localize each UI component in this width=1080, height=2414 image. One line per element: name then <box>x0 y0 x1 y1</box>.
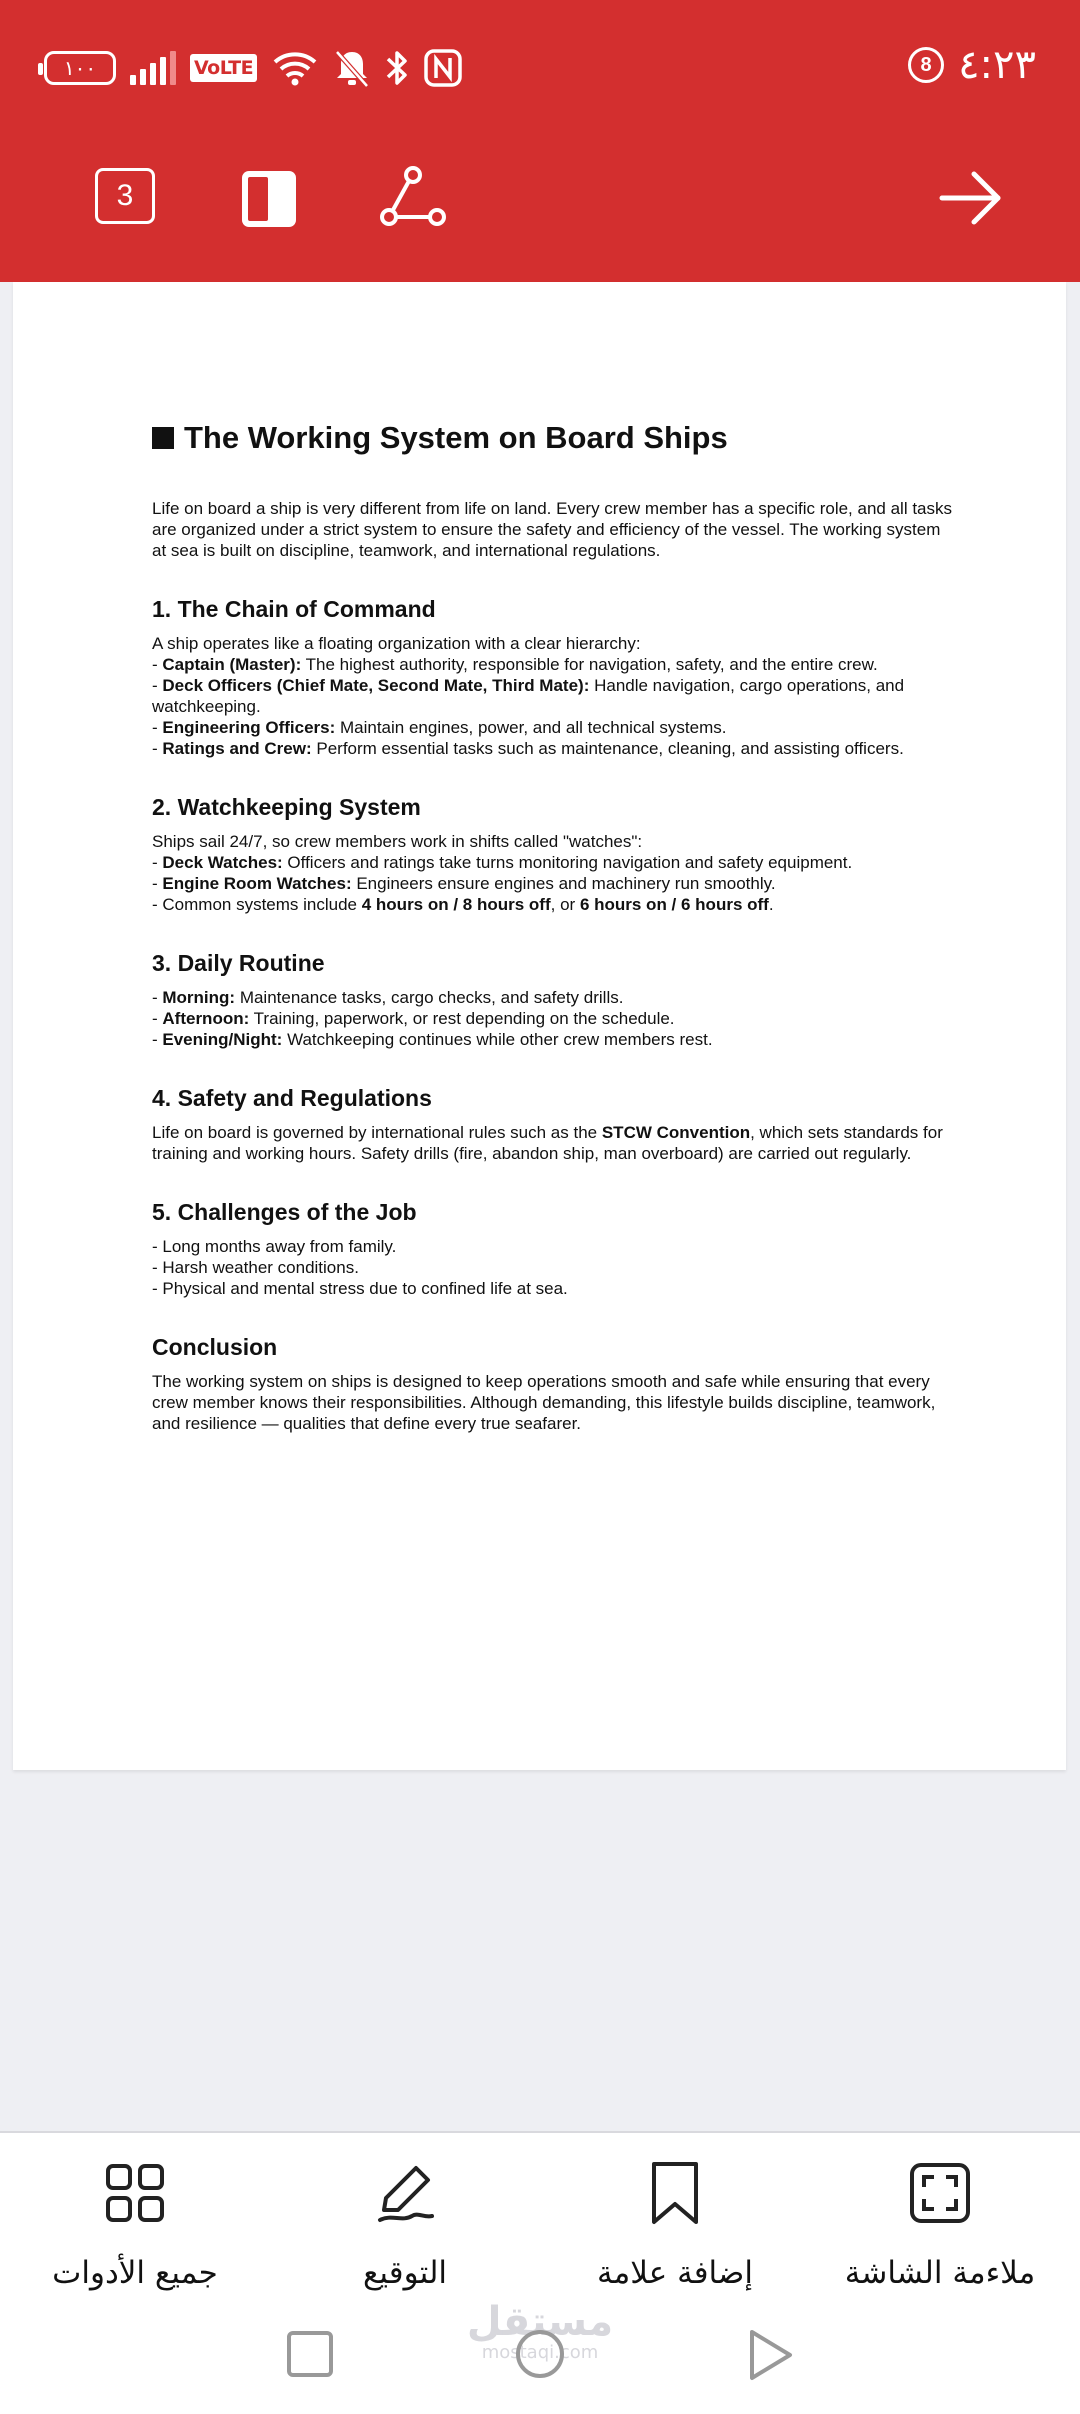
section-line: - Evening/Night: Watchkeeping continues while other crew members rest. <box>152 1030 713 1049</box>
recents-button[interactable] <box>286 2330 334 2383</box>
document-title-text: The Working System on Board Ships <box>184 420 728 455</box>
section-line: - Captain (Master): The highest authority, responsible for navigation, safety, and the entire crew. <box>152 655 878 674</box>
watermark-arabic: مستقل <box>466 2299 614 2345</box>
square-icon <box>286 2330 334 2378</box>
signal-icon <box>130 51 176 85</box>
section-line: - Deck Watches: Officers and ratings take turns monitoring navigation and safety equipment. <box>152 853 853 872</box>
section-line: - Long months away from family. <box>152 1237 397 1256</box>
bookmark-icon <box>649 2159 701 2227</box>
circle-icon <box>514 2328 566 2380</box>
top-bar <box>0 0 1080 282</box>
section-daily-routine <box>152 949 952 1050</box>
section-line: - Morning: Maintenance tasks, cargo checks, and safety drills. <box>152 988 624 1007</box>
bluetooth-icon <box>385 48 409 88</box>
all-tools-label: جميع الأدوات <box>52 2255 218 2291</box>
section-heading: 4. Safety and Regulations <box>152 1085 432 1111</box>
forward-button[interactable] <box>938 165 1004 231</box>
intro-paragraph: Life on board a ship is very different from life on land. Every crew member has a specific role, and all tasks are organized under a strict system to ensure the safety and efficiency of the vessel. The working system at sea is built on discipline, teamwork, and international regulations. <box>152 499 953 560</box>
back-button[interactable] <box>746 2328 794 2387</box>
document-title <box>152 420 952 456</box>
triangle-back-icon <box>746 2328 794 2382</box>
section-line: - Common systems include 4 hours on / 8 hours off, or 6 hours on / 6 hours off. <box>152 895 774 914</box>
signature-button[interactable] <box>275 2153 535 2291</box>
signature-label: التوقيع <box>362 2255 448 2291</box>
home-button[interactable] <box>514 2328 566 2385</box>
section-challenges <box>152 1198 952 1299</box>
section-line: - Ratings and Crew: Perform essential tasks such as maintenance, cleaning, and assisting officers. <box>152 739 904 758</box>
section-line: - Deck Officers (Chief Mate, Second Mate, Third Mate): Handle navigation, cargo operations, and watchkeeping. <box>152 676 905 716</box>
reading-mode-button[interactable] <box>238 168 300 230</box>
fit-screen-icon <box>909 2162 971 2224</box>
page-count-button[interactable]: 3 <box>95 168 155 224</box>
section-heading: 3. Daily Routine <box>152 950 325 976</box>
volte-badge: VoLTE <box>190 54 257 82</box>
bell-off-icon <box>333 48 371 88</box>
section-heading: 5. Challenges of the Job <box>152 1199 417 1225</box>
fit-screen-button[interactable] <box>810 2153 1070 2291</box>
section-chain-of-command <box>152 595 952 759</box>
section-heading: 2. Watchkeeping System <box>152 794 421 820</box>
section-line: - Physical and mental stress due to confined life at sea. <box>152 1279 568 1298</box>
all-tools-button[interactable] <box>5 2153 265 2291</box>
section-heading: Conclusion <box>152 1334 278 1360</box>
document-page <box>13 282 1066 1770</box>
section-watchkeeping <box>152 793 952 915</box>
section-line: A ship operates like a floating organization with a clear hierarchy: <box>152 634 641 653</box>
nfc-icon <box>423 48 463 88</box>
watermark-latin: mostaqi.com <box>481 2342 599 2363</box>
pen-icon <box>372 2160 438 2226</box>
section-line: Life on board is governed by international rules such as the STCW Convention, which sets standards for training and working hours. Safety drills (fire, abandon ship, man overboard) are carried out regularly. <box>152 1123 943 1163</box>
share-button[interactable] <box>378 165 448 231</box>
section-line: - Afternoon: Training, paperwork, or rest depending on the schedule. <box>152 1009 675 1028</box>
section-conclusion <box>152 1333 952 1434</box>
wifi-icon <box>271 49 319 87</box>
grid-icon <box>105 2163 165 2223</box>
battery-indicator: ١٠٠ <box>44 51 116 85</box>
section-line: Ships sail 24/7, so crew members work in shifts called "watches": <box>152 832 643 851</box>
add-bookmark-button[interactable] <box>545 2153 805 2291</box>
add-bookmark-label: إضافة علامة <box>597 2255 753 2291</box>
section-safety <box>152 1084 952 1164</box>
section-line: - Harsh weather conditions. <box>152 1258 359 1277</box>
reading-mode-icon <box>238 169 300 229</box>
share-nodes-icon <box>378 165 448 231</box>
fit-screen-label: ملاءمة الشاشة <box>844 2255 1036 2291</box>
notification-badge: 8 <box>908 47 944 83</box>
section-line: - Engine Room Watches: Engineers ensure engines and machinery run smoothly. <box>152 874 776 893</box>
bullet-square-icon <box>152 427 174 449</box>
section-line: The working system on ships is designed to keep operations smooth and safe while ensuring that every crew member knows their responsibilities. Although demanding, this lifestyle builds discipline, teamwork, and resilience — qualities that define every true seafarer. <box>152 1372 936 1433</box>
status-bar-left <box>44 44 463 92</box>
arrow-right-icon <box>938 165 1004 231</box>
status-bar-right <box>908 42 1036 88</box>
clock: ٤:٢٣ <box>958 42 1036 88</box>
section-line: - Engineering Officers: Maintain engines, power, and all technical systems. <box>152 718 727 737</box>
document-content <box>152 420 952 1434</box>
system-navigation-bar <box>0 2300 1080 2412</box>
section-heading: 1. The Chain of Command <box>152 596 436 622</box>
